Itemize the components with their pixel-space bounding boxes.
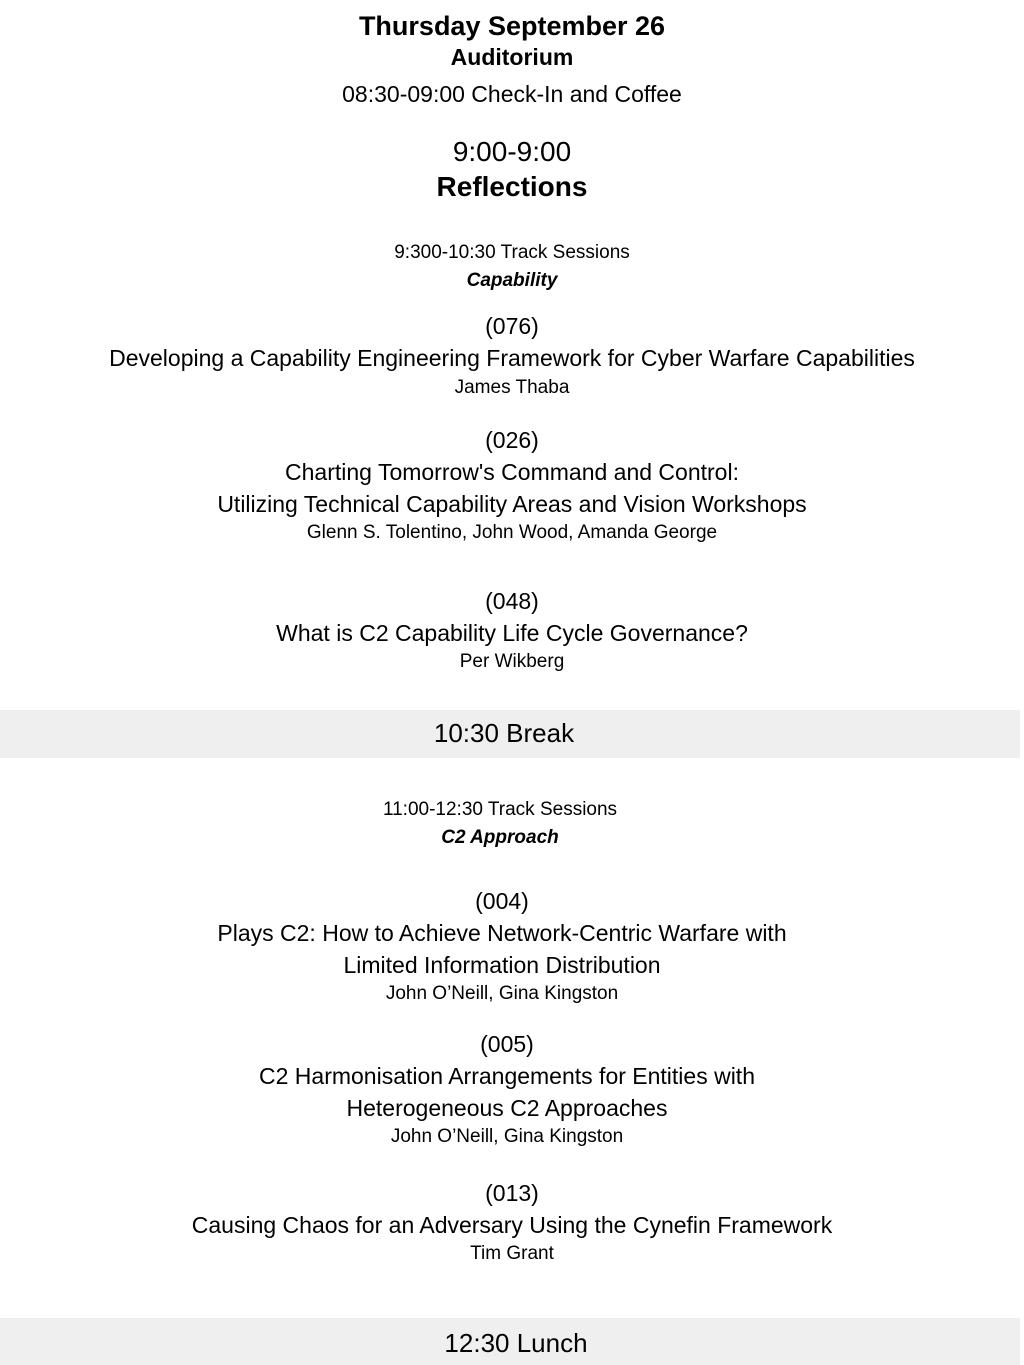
room-heading: Auditorium	[450, 44, 574, 70]
paper-authors: Glenn S. Tolentino, John Wood, Amanda George	[306, 522, 718, 543]
paper-title-line2: Heterogeneous C2 Approaches	[346, 1095, 668, 1121]
paper-title: Causing Chaos for an Adversary Using the Cynefin Framework	[191, 1212, 833, 1238]
lunch-label: 12:30 Lunch	[444, 1328, 588, 1358]
paper-title-line2: Limited Information Distribution	[343, 952, 661, 978]
paper-title: Developing a Capability Engineering Framework for Cyber Warfare Capabilities	[109, 345, 915, 371]
paper-number: (026)	[485, 427, 539, 453]
session1-time: 9:300-10:30 Track Sessions	[394, 242, 630, 263]
reflections-time: 9:00-9:00	[452, 136, 572, 167]
checkin-text: 08:30-09:00 Check-In and Coffee	[342, 81, 682, 107]
day-heading: Thursday September 26	[358, 11, 666, 41]
session2-track: C2 Approach	[441, 827, 559, 848]
paper-number: (076)	[485, 313, 539, 339]
break-label: 10:30 Break	[433, 718, 575, 748]
break-band	[0, 710, 1020, 758]
lunch-band	[0, 1318, 1020, 1365]
paper-title: What is C2 Capability Life Cycle Governance?	[276, 620, 748, 646]
paper-title: C2 Harmonisation Arrangements for Entities with	[259, 1063, 755, 1089]
paper-authors: John O’Neill, Gina Kingston	[390, 1126, 624, 1147]
paper-authors: James Thaba	[454, 377, 570, 398]
paper-authors: Tim Grant	[470, 1243, 554, 1264]
paper-number: (013)	[485, 1180, 539, 1206]
paper-authors: Per Wikberg	[459, 651, 565, 672]
paper-title: Plays C2: How to Achieve Network-Centric Warfare with	[217, 920, 787, 946]
session2-time: 11:00-12:30 Track Sessions	[382, 799, 618, 820]
paper-title: Charting Tomorrow's Command and Control:	[285, 459, 739, 485]
paper-authors: John O’Neill, Gina Kingston	[385, 983, 619, 1004]
session1-track: Capability	[466, 270, 558, 291]
paper-number: (048)	[485, 588, 539, 614]
paper-number: (004)	[475, 888, 529, 914]
paper-number: (005)	[480, 1031, 534, 1057]
paper-title-line2: Utilizing Technical Capability Areas and Vision Workshops	[217, 491, 807, 517]
reflections-title: Reflections	[436, 171, 588, 202]
